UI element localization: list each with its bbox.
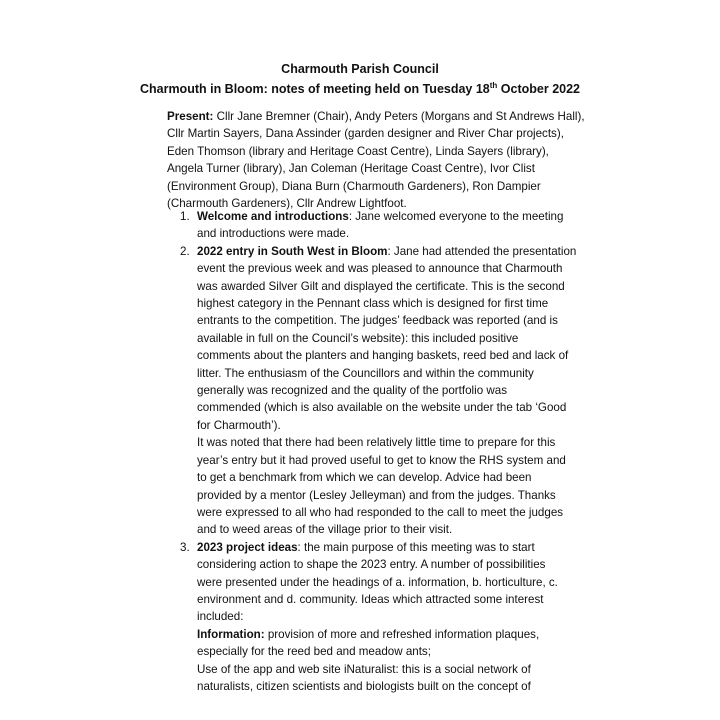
item-line: highest category in the Pennant class which is designed for first time bbox=[197, 297, 549, 311]
item-heading: 2023 project ideas bbox=[197, 540, 298, 554]
item-line: included: bbox=[197, 610, 244, 624]
agenda-item-2023-ideas bbox=[168, 539, 568, 696]
item-line: year’s entry but it had proved useful to get to know the RHS system and bbox=[197, 453, 566, 467]
present-label: Present: bbox=[167, 110, 214, 123]
attendees-line: (Environment Group), Diana Burn (Charmouth Gardeners), Ron Dampier bbox=[167, 179, 541, 193]
item-line: Use of the app and web site iNaturalist: this is a social network of bbox=[197, 662, 531, 676]
item-line: and introductions were made. bbox=[197, 227, 350, 241]
item-line: It was noted that there had been relatively little time to prepare for this bbox=[197, 436, 556, 450]
item-line: to get a benchmark from which we can develop. Advice had been bbox=[197, 471, 532, 485]
item-line: entrants to the competition. The judges’ feedback was reported (and is bbox=[197, 314, 558, 328]
subtitle-text: Charmouth in Bloom: notes of meeting held on Tuesday 18 bbox=[139, 82, 490, 96]
document-title: Charmouth Parish Council bbox=[281, 62, 439, 76]
attendees-line: Eden Thomson (library and Heritage Coast Centre), Linda Sayers (library), bbox=[167, 144, 549, 158]
item-line: naturalists, citizen scientists and biologists built on the concept of bbox=[197, 679, 531, 693]
item-text: : Jane had attended the presentation bbox=[387, 244, 577, 258]
agenda-item-2022-entry bbox=[168, 243, 577, 539]
item-line: for Charmouth’). bbox=[197, 418, 281, 432]
item-line: were expressed to all who had responded to the call to meet the judges bbox=[197, 505, 564, 519]
attendees-line: Angela Turner (library), Jan Coleman (Heritage Coast Centre), Ivor Clist bbox=[167, 162, 535, 176]
item-line: available in full on the Council’s website): this included positive bbox=[197, 331, 519, 345]
item-line: considering action to shape the 2023 entry. A number of possibilities bbox=[197, 558, 546, 572]
subtitle-date-end: October 2022 bbox=[497, 82, 581, 96]
item-line: commended (which is also available on the website under the tab ‘Good bbox=[197, 401, 567, 415]
item-line: comments about the planters and hanging baskets, reed bed and lack of bbox=[197, 349, 569, 363]
item-line: was awarded Silver Gilt and displayed the certificate. This is the second bbox=[197, 279, 565, 293]
document-subtitle bbox=[0, 82, 720, 96]
item-line bbox=[197, 243, 577, 260]
attendees-line: (Charmouth Gardeners), Cllr Andrew Lightfoot. bbox=[167, 197, 407, 211]
item-line: were presented under the headings of a. information, b. horticulture, c. bbox=[197, 575, 558, 589]
agenda-item-welcome bbox=[168, 208, 568, 243]
item-heading: Welcome and introductions bbox=[197, 210, 349, 223]
item-line: especially for the reed bed and meadow ants; bbox=[197, 645, 431, 659]
item-number: 1. bbox=[180, 210, 190, 223]
attendees-paragraph bbox=[167, 108, 585, 212]
attendees-line: Cllr Martin Sayers, Dana Assinder (garden designer and River Char projects), bbox=[167, 127, 564, 141]
item-line: environment and d. community. Ideas which attracted some interest bbox=[197, 592, 544, 606]
attendees-text: Cllr Jane Bremner (Chair), Andy Peters (Morgans and St Andrews Hall), bbox=[213, 110, 585, 123]
item-line: generally was recognized and the quality of the portfolio was bbox=[197, 384, 507, 398]
item-line: litter. The enthusiasm of the Councillors and within the community bbox=[197, 366, 534, 380]
item-line bbox=[197, 539, 568, 556]
agenda-list bbox=[168, 208, 577, 695]
item-line: provided by a mentor (Lesley Jelleyman) and from the judges. Thanks bbox=[197, 488, 556, 502]
sub-heading: Information: bbox=[197, 627, 265, 641]
item-text: provision of more and refreshed information plaques, bbox=[264, 627, 540, 641]
item-line: event the previous week and was pleased to announce that Charmouth bbox=[197, 262, 563, 276]
item-text: : Jane welcomed everyone to the meeting bbox=[348, 210, 564, 223]
item-line: and to weed areas of the village prior to their visit. bbox=[197, 523, 453, 537]
item-line bbox=[197, 208, 568, 225]
item-line bbox=[197, 626, 568, 643]
item-number: 3. bbox=[180, 540, 190, 554]
item-heading: 2022 entry in South West in Bloom bbox=[197, 244, 388, 258]
attendees-line bbox=[167, 108, 585, 125]
item-text: : the main purpose of this meeting was to start bbox=[297, 540, 535, 554]
item-number: 2. bbox=[180, 244, 190, 258]
subtitle-superscript: th bbox=[489, 80, 498, 90]
